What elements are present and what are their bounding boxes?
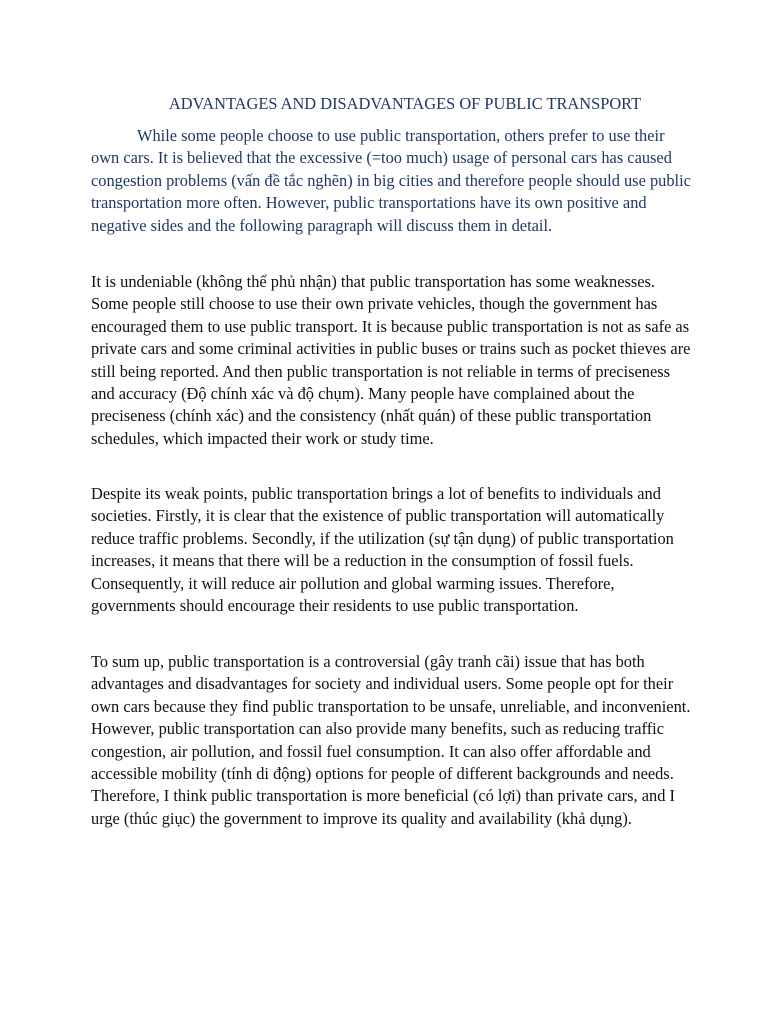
weaknesses-paragraph: It is undeniable (không thể phủ nhận) that public transportation has some weaknesses. Some people still choose to use their own private vehicles, though the government has encouraged them to use public transport. It is because public transportation is not as safe as private cars and some criminal activities in public buses or trains such as pocket thieves are still being reported. And then public transportation is not reliable in terms of preciseness and accuracy (Độ chính xác và độ chụm). Many people have complained about the preciseness (chính xác) and the consistency (nhất quán) of these public transportation schedules, which impacted their work or study time. [91, 272, 691, 448]
benefits-paragraph: Despite its weak points, public transportation brings a lot of benefits to individuals and societies. Firstly, it is clear that the existence of public transportation will automatically reduce traffic problems. Secondly, if the utilization (sự tận dụng) of public transportation increases, it means that there will be a reduction in the consumption of fossil fuels. Consequently, it will reduce air pollution and global warming issues. Therefore, governments should encourage their residents to use public transportation. [91, 484, 674, 616]
document-title: ADVANTAGES AND DISADVANTAGES OF PUBLIC TRANSPORT [168, 94, 642, 113]
conclusion-paragraph: To sum up, public transportation is a controversial (gây tranh cãi) issue that has both advantages and disadvantages for society and individual users. Some people opt for their own cars because they find public transportation to be unsafe, unreliable, and inconvenient. However, public transportation can also provide many benefits, such as reducing traffic congestion, air pollution, and fossil fuel consumption. It can also offer affordable and accessible mobility (tính di động) options for people of different backgrounds and needs. Therefore, I think public transportation is more beneficial (có lợi) than private cars, and I urge (thúc giục) the government to improve its quality and availability (khả dụng). [91, 652, 691, 828]
intro-paragraph: While some people choose to use public transportation, others prefer to use their own cars. It is believed that the excessive (=too much) usage of personal cars has caused congestion problems (vấn đề tắc nghẽn) in big cities and therefore people should use public transportation more often. However, public transportations have its own positive and negative sides and the following paragraph will discuss them in detail. [91, 126, 691, 235]
